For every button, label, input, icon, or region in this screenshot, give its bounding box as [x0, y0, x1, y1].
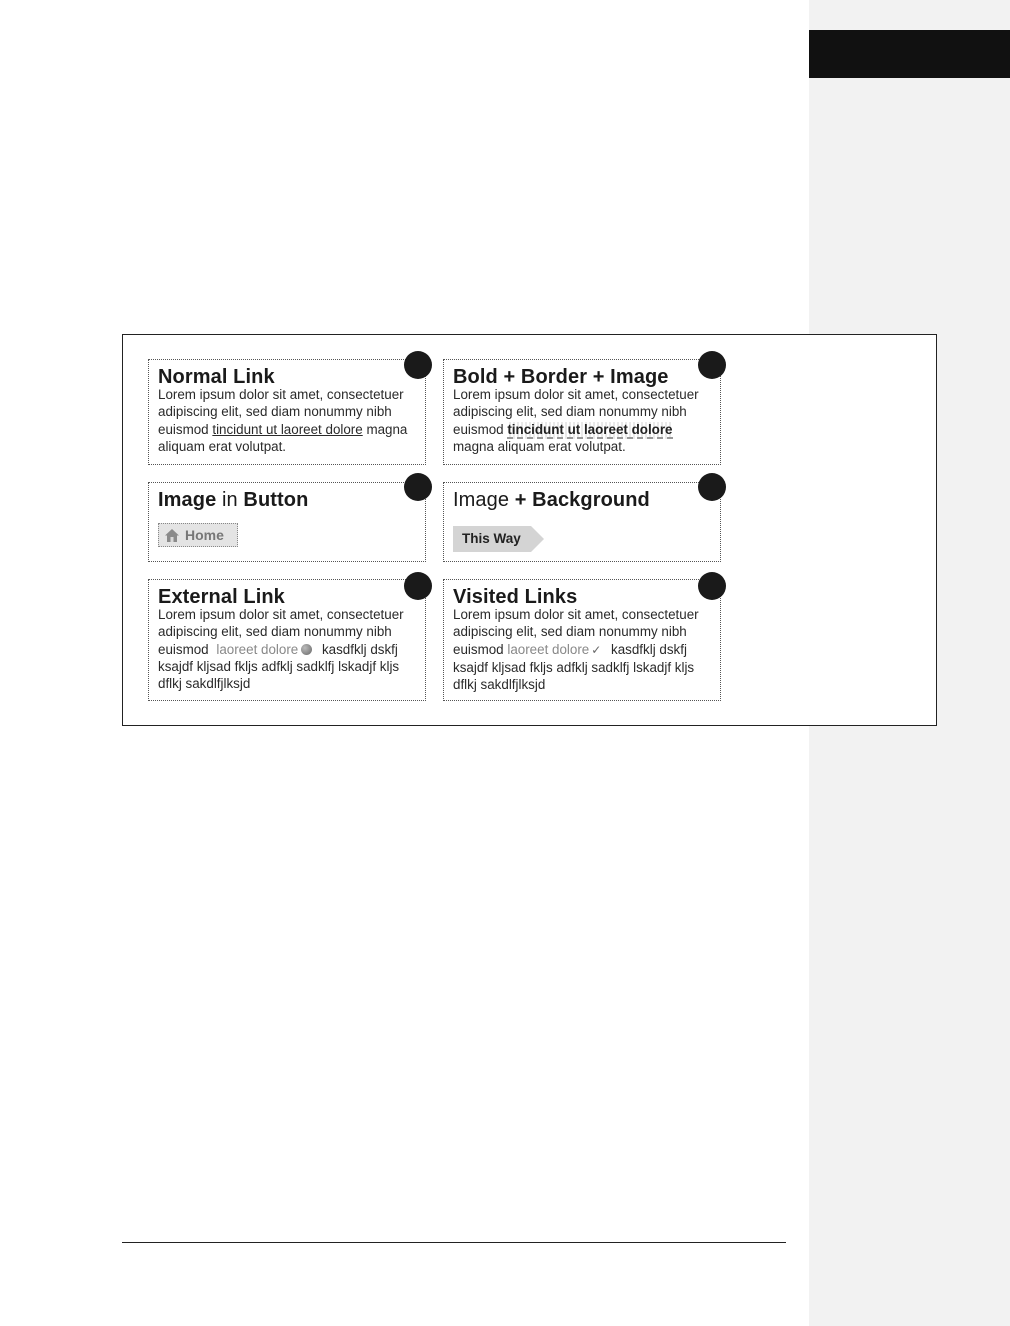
panel-text: Lorem ipsum dolor sit amet, consectetuer adipiscing elit, sed diam nonummy nibh euismod tincidunt ut laoreet dolore magna aliquam erat volutpat.: [158, 387, 408, 454]
panel-title: Image in Button: [158, 489, 309, 511]
panel-title: Normal Link: [158, 366, 275, 388]
this-way-label: This Way: [462, 531, 521, 546]
bold-border-link[interactable]: tincidunt ut laoreet dolore: [507, 421, 673, 437]
footer-rule: [122, 1242, 786, 1243]
callout-marker: [698, 473, 726, 501]
normal-link-panel: [148, 359, 426, 465]
callout-marker: [404, 572, 432, 600]
globe-icon: [301, 644, 312, 655]
callout-marker: [404, 473, 432, 501]
visited-link[interactable]: laoreet dolore: [507, 641, 590, 657]
callout-marker: [404, 351, 432, 379]
chapter-tab: [809, 30, 1010, 78]
visited-links-panel: [443, 579, 721, 701]
home-icon: [164, 528, 180, 543]
panel-title: Image + Background: [453, 489, 650, 511]
panel-title: Visited Links: [453, 586, 578, 608]
bold-link-panel: [443, 359, 721, 465]
image-button-panel: [148, 482, 426, 562]
panel-text: Lorem ipsum dolor sit amet, consectetuer adipiscing elit, sed diam nonummy nibh euismod laoreet dolore ✓ kasdfklj dskfj ksajdf kljsad fkljs adfklj sadklfj lskadjf kljs dflkj sakdlfjlksjd: [453, 607, 699, 693]
panel-title: Bold + Border + Image: [453, 366, 669, 388]
external-link[interactable]: laoreet dolore: [216, 641, 299, 657]
callout-marker: [698, 351, 726, 379]
link-styles-figure: [122, 334, 937, 726]
home-button-label: Home: [185, 527, 224, 543]
panel-title: External Link: [158, 586, 285, 608]
home-button[interactable]: [158, 523, 238, 547]
check-icon: ✓: [591, 642, 602, 657]
panel-text: Lorem ipsum dolor sit amet, consectetuer adipiscing elit, sed diam nonummy nibh euismod tincidunt ut laoreet dolore magna aliquam erat volutpat.: [453, 387, 699, 454]
this-way-link[interactable]: [453, 526, 543, 552]
callout-marker: [698, 572, 726, 600]
normal-link[interactable]: tincidunt ut laoreet dolore: [212, 421, 363, 437]
panel-text: Lorem ipsum dolor sit amet, consectetuer adipiscing elit, sed diam nonummy nibh euismod laoreet dolore kasdfklj dskfj ksajdf kljsad fkljs adfklj sadklfj lskadjf kljs dflkj sakdlfjlksjd: [158, 607, 404, 692]
external-link-panel: [148, 579, 426, 701]
image-background-panel: [443, 482, 721, 562]
